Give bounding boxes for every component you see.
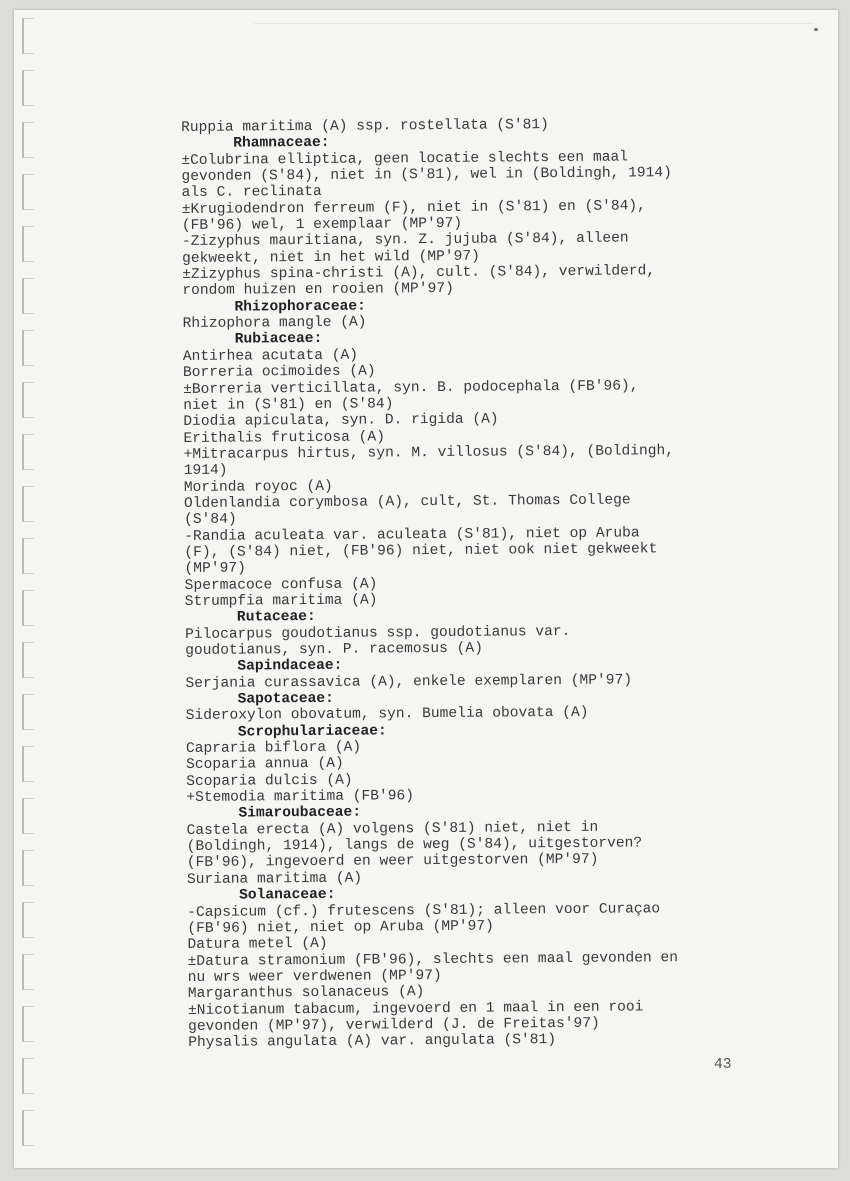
species-line: (FB'96), ingevoerd en weer uitgestorven (MP'97) bbox=[186, 852, 599, 872]
binding-hole bbox=[22, 798, 34, 834]
species-line: Datura metel (A) bbox=[187, 936, 328, 954]
species-line: Suriana maritima (A) bbox=[186, 870, 363, 888]
species-line: Margaranthus solanaceus (A) bbox=[187, 984, 425, 1003]
species-line: +Stemodia maritima (FB'96) bbox=[186, 788, 415, 807]
scan-speck bbox=[814, 28, 818, 31]
species-line: ±Borreria verticillata, syn. B. podocephala (FB'96), bbox=[183, 377, 639, 398]
binding-hole bbox=[22, 1006, 34, 1042]
species-line: Serjania curassavica (A), enkele exemplaren (MP'97) bbox=[185, 672, 633, 692]
species-line: (S'84) bbox=[184, 511, 237, 529]
species-list bbox=[181, 115, 788, 1051]
species-line: 1914) bbox=[183, 462, 228, 480]
species-line: nu wrs weer verdwenen (MP'97) bbox=[187, 967, 442, 986]
species-line: Borreria ocimoides (A) bbox=[182, 363, 376, 382]
species-line: (MP'97) bbox=[184, 560, 246, 578]
binding-hole bbox=[22, 850, 34, 886]
species-line: Erithalis fruticosa (A) bbox=[183, 428, 385, 447]
binding-hole bbox=[22, 226, 34, 262]
species-line: Scoparia dulcis (A) bbox=[186, 772, 353, 790]
species-line: Castela erecta (A) volgens (S'81) niet, niet in bbox=[186, 819, 599, 839]
scanned-page bbox=[14, 10, 838, 1168]
species-line: Rhizophora mangle (A) bbox=[182, 314, 367, 333]
species-line: Sideroxylon obovatum, syn. Bumelia obovata (A) bbox=[185, 705, 589, 725]
species-line: -Capsicum (cf.) frutescens (S'81); alleen voor Curaçao bbox=[187, 900, 661, 921]
species-line: gevonden (MP'97), verwilderd (J. de Freitas'97) bbox=[188, 1015, 600, 1035]
binding-hole bbox=[22, 954, 34, 990]
binding-hole bbox=[22, 746, 34, 782]
species-line: Pilocarpus goudotianus ssp. goudotianus var. bbox=[184, 623, 571, 643]
binding-hole bbox=[22, 590, 34, 626]
species-line: Morinda royoc (A) bbox=[183, 478, 333, 496]
binding-hole bbox=[22, 486, 34, 522]
species-line: niet in (S'81) en (S'84) bbox=[183, 396, 394, 414]
binding-hole bbox=[22, 642, 34, 678]
family-heading: Scrophulariaceae: bbox=[237, 723, 387, 741]
species-line: Physalis angulata (A) var. angulata (S'81) bbox=[188, 1032, 557, 1052]
family-heading: Sapindaceae: bbox=[237, 658, 343, 675]
species-line: Antirhea acutata (A) bbox=[182, 347, 359, 365]
species-line: als C. reclinata bbox=[181, 184, 322, 202]
binding-hole bbox=[22, 122, 34, 158]
species-line: Diodia apiculata, syn. D. rigida (A) bbox=[183, 411, 499, 431]
binding-hole bbox=[22, 70, 34, 106]
species-line: -Zizyphus mauritiana, syn. Z. jujuba (S'84), alleen bbox=[181, 230, 629, 251]
binding-hole bbox=[22, 330, 34, 366]
species-line: (Boldingh, 1914), langs de weg (S'84), uitgestorven? bbox=[186, 835, 643, 856]
species-line: (F), (S'84) niet, (FB'96) niet, niet ook niet gekweekt bbox=[184, 541, 658, 561]
species-line: Scoparia annua (A) bbox=[186, 756, 344, 774]
species-line: Spermacoce confusa (A) bbox=[184, 576, 378, 594]
binding-hole bbox=[22, 382, 34, 418]
binding-hole bbox=[22, 18, 34, 54]
species-line: goudotianus, syn. P. racemosus (A) bbox=[185, 640, 483, 659]
binding-hole bbox=[22, 1110, 34, 1146]
family-heading: Rhizophoraceae: bbox=[234, 298, 366, 316]
species-line: (FB'96) wel, 1 exemplaar (MP'97) bbox=[181, 215, 463, 235]
binding-hole bbox=[22, 694, 34, 730]
page-number: 43 bbox=[714, 1057, 732, 1073]
family-heading: Simaroubaceae: bbox=[238, 805, 362, 823]
species-line: ±Colubrina elliptica, geen locatie slechts een maal bbox=[181, 149, 629, 169]
species-line: ±Krugiodendron ferreum (F), niet in (S'81) en (S'84), bbox=[181, 198, 646, 218]
family-heading: Solanaceae: bbox=[239, 886, 336, 904]
family-heading: Rutaceae: bbox=[236, 609, 316, 626]
binding-hole bbox=[22, 1058, 34, 1094]
species-line: ±Datura stramonium (FB'96), slechts een maal gevonden en bbox=[187, 949, 679, 970]
species-line: (FB'96) niet, niet op Aruba (MP'97) bbox=[187, 918, 494, 937]
species-line: gevonden (S'84), niet in (S'81), wel in (Boldingh, 1914) bbox=[181, 165, 672, 186]
species-line: Ruppia maritima (A) ssp. rostellata (S'81) bbox=[181, 117, 549, 136]
top-edge-shadow bbox=[254, 23, 814, 24]
species-line: ±Zizyphus spina-christi (A), cult. (S'84), verwilderd, bbox=[182, 263, 656, 284]
species-line: ±Nicotianum tabacum, ingevoerd en 1 maal in een rooi bbox=[187, 998, 644, 1019]
family-heading: Sapotaceae: bbox=[237, 690, 334, 708]
binding-hole bbox=[22, 278, 34, 314]
binding-hole bbox=[22, 434, 34, 470]
binding-hole bbox=[22, 538, 34, 574]
species-line: gekweekt, niet in het wild (MP'97) bbox=[182, 248, 480, 267]
species-line: Capraria biflora (A) bbox=[185, 739, 362, 758]
binding-hole bbox=[22, 174, 34, 210]
species-line: +Mitracarpus hirtus, syn. M. villosus (S'84), (Boldingh, bbox=[183, 443, 675, 463]
species-line: Strumpfia maritima (A) bbox=[184, 592, 378, 610]
family-heading: Rhamnaceae: bbox=[233, 135, 330, 152]
species-line: rondom huizen en rooien (MP'97) bbox=[182, 281, 454, 300]
binding-hole bbox=[22, 902, 34, 938]
species-line: Oldenlandia corymbosa (A), cult, St. Thomas College bbox=[183, 492, 631, 512]
binding-holes bbox=[22, 0, 36, 1181]
species-line: -Randia aculeata var. aculeata (S'81), niet op Aruba bbox=[184, 525, 640, 545]
family-heading: Rubiaceae: bbox=[234, 331, 323, 349]
